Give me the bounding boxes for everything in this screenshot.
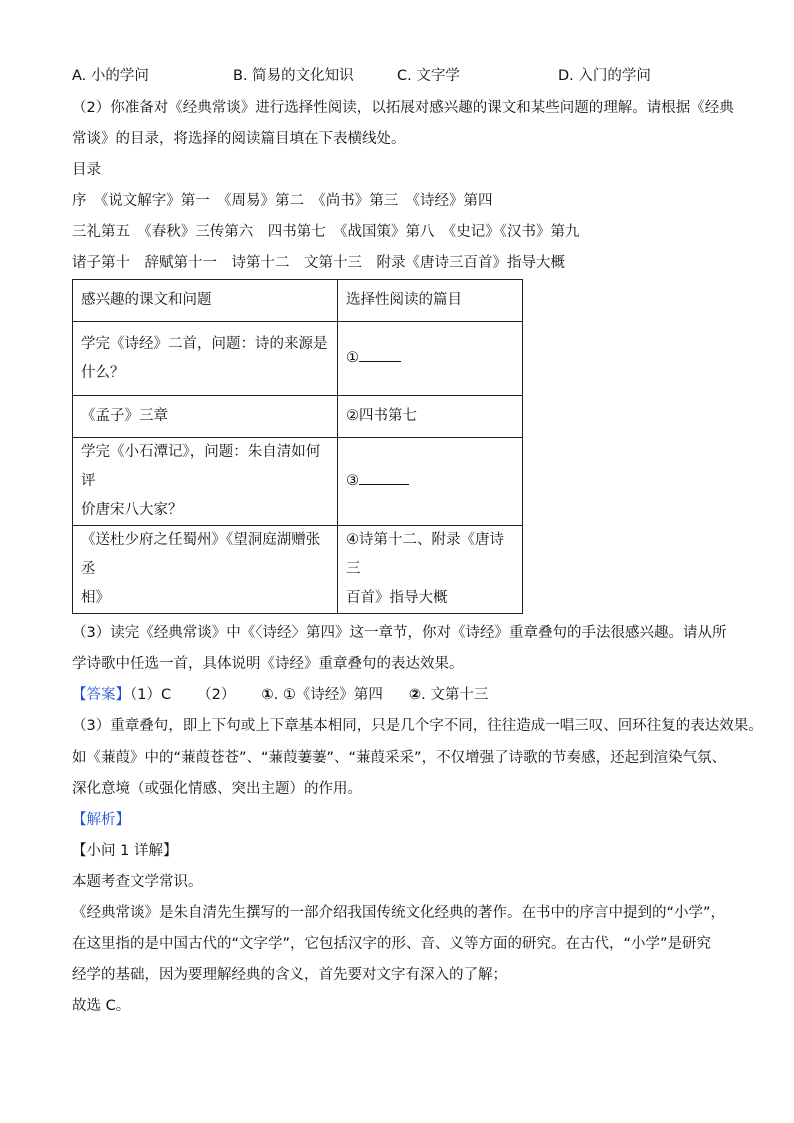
option-c: C. 文字学 [397, 68, 460, 84]
table-row [73, 438, 523, 526]
analysis-sub-label: 【小问 1 详解】 [72, 843, 178, 859]
answer-blank [359, 347, 401, 362]
table-row [73, 396, 523, 438]
analysis-line: 经学的基础，因为要理解经典的含义，首先要对文字有深入的了解； [72, 967, 507, 983]
analysis-line: 本题考查文学常识。 [72, 874, 203, 890]
toc-title: 目录 [72, 162, 101, 178]
analysis-line: 故选 C。 [72, 998, 131, 1014]
q3-prompt-line-1: （3）读完《经典常谈》中《〈诗经〉第四》这一章节，你对《诗经》重章叠句的手法很感兴趣。请从所 [72, 625, 727, 641]
table-header-cell: 感兴趣的课文和问题 [73, 280, 338, 322]
table-cell: ②四书第七 [338, 396, 523, 438]
table-cell: 学完《小石潭记》，问题：朱自清如何评 价唐宋八大家？ [73, 438, 338, 526]
q2-prompt-line-1: （2）你准备对《经典常谈》进行选择性阅读，以拓展对感兴趣的课文和某些问题的理解。请根据《经典 [72, 100, 734, 116]
table-cell: ④诗第十二、附录《唐诗三 百首》指导大概 [338, 526, 523, 614]
table-cell: 《送杜少府之任蜀州》《望洞庭湖赠张丞 相》 [73, 526, 338, 614]
answer-blank [359, 470, 409, 485]
option-a: A. 小的学问 [72, 68, 149, 84]
table-header-cell: 选择性阅读的篇目 [338, 280, 523, 322]
analysis-line: 在这里指的是中国古代的“文字学”，它包括汉字的形、音、义等方面的研究。在古代，“小学”是研究 [72, 936, 712, 952]
option-b: B. 简易的文化知识 [233, 68, 354, 84]
q2-prompt-line-2: 常谈》的目录，将选择的阅读篇目填在下表横线处。 [72, 131, 406, 147]
answer-label: 【答案】 [72, 687, 130, 703]
table-cell: ① [338, 322, 523, 396]
toc-line: 序 《说文解字》第一 《周易》第二 《尚书》第三 《诗经》第四 [72, 193, 493, 209]
toc-line: 三礼第五 《春秋》三传第六 四书第七 《战国策》第八 《史记》《汉书》第九 [72, 224, 580, 240]
table-cell: 学完《诗经》二首，问题：诗的来源是 什么？ [73, 322, 338, 396]
answer-p3-line: 如《蒹葭》中的“蒹葭苍苍”、“蒹葭萋萋”、“蒹葭采采”，不仅增强了诗歌的节奏感，还起到渲染气氛、 [72, 750, 727, 766]
answer-p3-line: 深化意境（或强化情感、突出主题）的作用。 [72, 781, 362, 797]
toc-line: 诸子第十 辞赋第十一 诗第十二 文第十三 附录《唐诗三百首》指导大概 [72, 255, 565, 271]
table-cell: 《孟子》三章 [73, 396, 338, 438]
analysis-label: 【解析】 [72, 812, 130, 828]
analysis-line: 《经典常谈》是朱自清先生撰写的一部介绍我国传统文化经典的著作。在书中的序言中提到的“小学”， [72, 905, 726, 921]
q3-prompt-line-2: 学诗歌中任选一首，具体说明《诗经》重章叠句的表达效果。 [72, 656, 464, 672]
reading-selection-table [72, 279, 523, 614]
option-d: D. 入门的学问 [558, 68, 651, 84]
table-cell: ③ [338, 438, 523, 526]
table-row [73, 322, 523, 396]
table-row [73, 526, 523, 614]
table-header-row [73, 280, 523, 322]
answer-line: 【答案】（1）C （2） ①. ①《诗经》第四 ②. 文第十三 [72, 687, 489, 703]
answer-p3-line: （3）重章叠句，即上下句或上下章基本相同，只是几个字不同，往往造成一唱三叹、回环往复的表达效果。 [72, 718, 763, 734]
